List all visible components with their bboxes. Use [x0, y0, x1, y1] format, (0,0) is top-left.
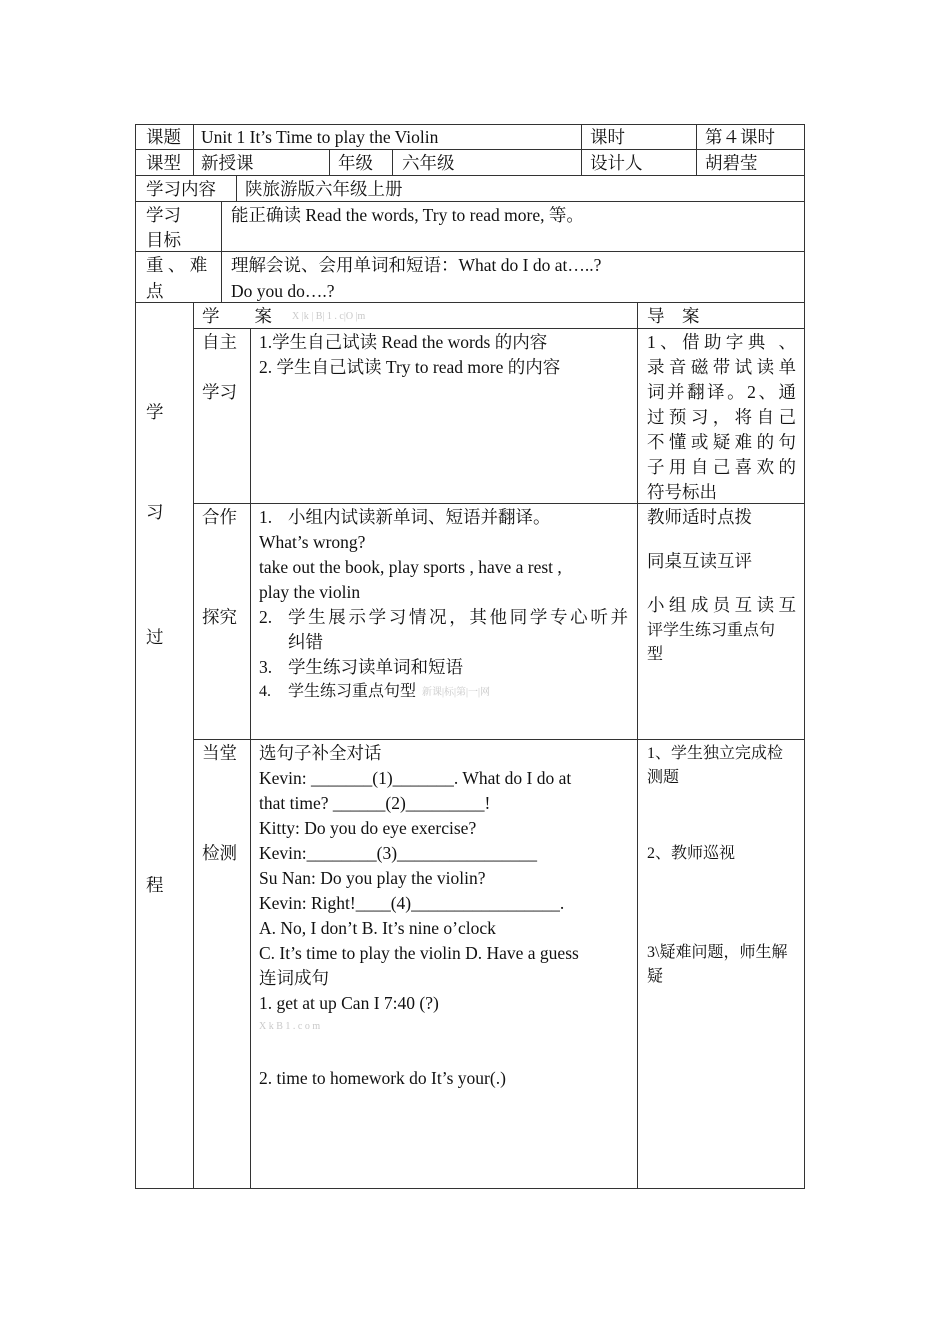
cooperation-label-line2: 探究	[202, 607, 237, 627]
test-title: 选句子补全对话	[259, 743, 382, 763]
cooperation-item-text: 学生练习重点句型	[288, 683, 417, 700]
test-guide-line: 3\疑难问题，师生解	[647, 944, 788, 961]
test-guide-line: 1、学生独立完成检	[647, 745, 784, 762]
test-sentence: 2. time to homework do It’s your(.)	[259, 1068, 506, 1088]
period-label: 课时	[590, 127, 625, 147]
cooperation-item-number: 2.	[259, 607, 273, 627]
cooperation-guide-line: 教师适时点拨	[647, 507, 752, 527]
test-dialog-line: Su Nan: Do you play the violin?	[259, 868, 486, 888]
key-value-line2: Do you do….?	[231, 281, 335, 301]
designer-label: 设计人	[590, 153, 643, 173]
test-guide-line: 2、教师巡视	[647, 845, 736, 862]
cooperation-guide-line: 评学生练习重点句	[647, 622, 776, 639]
type-label: 课型	[146, 153, 181, 173]
process-side-char: 习	[146, 502, 164, 522]
test-guide-line: 测题	[647, 769, 680, 786]
process-side-char: 程	[146, 875, 164, 895]
test-option-line: C. It’s time to play the violin D. Have a guess	[259, 943, 579, 963]
self-study-guide-line: 1、借助字典 、	[647, 332, 796, 352]
self-study-line: 1.学生自己试读 Read the words 的内容	[259, 332, 548, 352]
test-subtitle: 连词成句	[259, 968, 329, 988]
cooperation-phrase: play the violin	[259, 582, 361, 602]
test-label-line2: 检测	[202, 843, 237, 863]
watermark: 新课|标|第|一|网	[422, 687, 491, 698]
test-dialog-line: that time? ______(2)_________!	[259, 793, 491, 813]
self-study-guide-line: 符号标出	[647, 482, 717, 502]
cooperation-phrase: What’s wrong?	[259, 532, 366, 552]
cooperation-guide-line: 型	[647, 646, 664, 663]
self-study-line: 2. 学生自己试读 Try to read more 的内容	[259, 357, 561, 377]
self-study-guide-line: 过预习，将自己	[647, 407, 796, 427]
designer-value: 胡碧莹	[705, 153, 758, 173]
type-value: 新授课	[201, 153, 254, 173]
cooperation-item-number: 4.	[259, 683, 271, 700]
cooperation-guide-line: 同桌互读互评	[647, 551, 752, 571]
cooperation-guide-line: 小组成员互读互	[647, 595, 796, 615]
test-label-line1: 当堂	[202, 743, 237, 763]
cooperation-item-text: 纠错	[288, 632, 323, 652]
cooperation-phrase: take out the book, play sports , have a rest ,	[259, 557, 562, 577]
watermark: X |k | B| 1 . c|O |m	[292, 311, 366, 322]
test-sentence: 1. get at up Can I 7:40 (?)	[259, 993, 439, 1013]
self-study-guide-line: 不懂或疑难的句	[647, 432, 796, 452]
test-guide-line: 疑	[647, 968, 664, 985]
self-study-guide-line: 录音磁带试读单	[647, 357, 796, 377]
grade-value: 六年级	[402, 153, 455, 173]
topic-value: Unit 1 It’s Time to play the Violin	[201, 127, 439, 147]
self-study-label-line1: 自主	[202, 332, 237, 352]
goal-label-line2: 目标	[146, 230, 181, 250]
cooperation-label-line1: 合作	[202, 507, 237, 527]
cooperation-item-text: 学生练习读单词和短语	[288, 657, 463, 677]
key-label-line2: 点	[146, 281, 164, 301]
guide-plan-header: 导 案	[647, 306, 700, 326]
cooperation-item-text: 学生展示学习情况，其他同学专心听并	[288, 607, 628, 627]
cooperation-item-number: 3.	[259, 657, 273, 677]
content-value: 陕旅游版六年级上册	[245, 179, 403, 199]
grade-label: 年级	[338, 153, 373, 173]
process-side-char: 过	[146, 627, 164, 647]
process-side-char: 学	[146, 402, 164, 422]
goal-value: 能正确读 Read the words, Try to read more, 等。	[231, 205, 584, 225]
student-plan-header: 学 案	[202, 306, 272, 326]
content-label: 学习内容	[146, 179, 216, 199]
cooperation-item-text: 小组内试读新单词、短语并翻译。	[288, 507, 551, 527]
key-label-line1: 重 、 难	[146, 255, 208, 275]
test-dialog-line: Kevin: _______(1)_______. What do I do at	[259, 768, 572, 788]
key-value-line1: 理解会说、会用单词和短语：What do I do at…..?	[231, 255, 602, 275]
self-study-guide-line: 词并翻译。2、通	[647, 382, 796, 402]
period-value: 第４课时	[705, 127, 775, 147]
test-dialog-line: Kevin: Right!____(4)_________________.	[259, 893, 565, 913]
self-study-guide-line: 子用自己喜欢的	[647, 457, 796, 477]
goal-label-line1: 学习	[146, 205, 181, 225]
test-dialog-line: Kitty: Do you do eye exercise?	[259, 818, 477, 838]
self-study-label-line2: 学习	[202, 382, 237, 402]
test-dialog-line: Kevin:________(3)________________	[259, 843, 538, 863]
topic-label: 课题	[146, 127, 181, 147]
cooperation-item-number: 1.	[259, 507, 273, 527]
watermark: X k B 1 . c o m	[259, 1021, 321, 1032]
test-option-line: A. No, I don’t B. It’s nine o’clock	[259, 918, 496, 938]
